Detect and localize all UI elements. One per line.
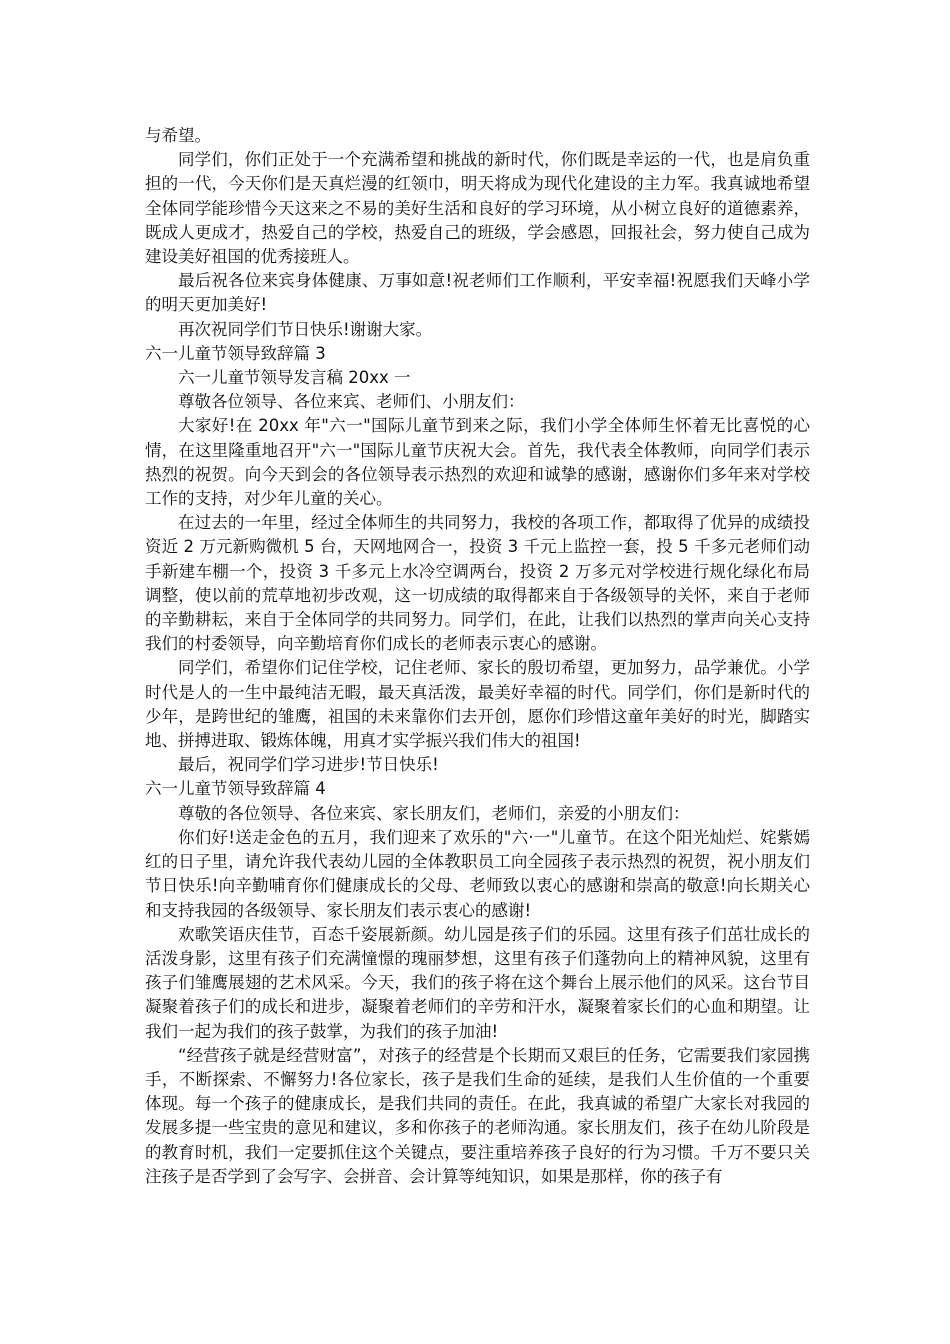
paragraph: 六一儿童节领导发言稿 20xx 一 — [178, 368, 411, 388]
paragraph: 再次祝同学们节日快乐!谢谢大家。 — [178, 319, 433, 339]
paragraph: 你们好!送走金色的五月，我们迎来了欢乐的"六·一"儿童节。在这个阳光灿烂、姹紫嫣红的日子里，请允许我代表幼儿园的全体教职员工向全园孩子表示热烈的祝贺，祝小朋友们节日快乐!向辛勤哺育你们健康成长的父母、老师致以衷心的感谢和崇高的敬意!向长期关心和支持我园的各级领导、家长朋友们表示衷心的感谢! — [145, 827, 810, 920]
paragraph: 同学们，你们正处于一个充满希望和挑战的新时代，你们既是幸运的一代，也是肩负重担的一代，今天你们是天真烂漫的红领巾，明天将成为现代化建设的主力军。我真诚地希望全体同学能珍惜今天这来之不易的美好生活和良好的学习环境，从小树立良好的道德素养，既成人更成才，热爱自己的学校，热爱自己的班级，学会感恩，回报社会，努力使自己成为建设美好祖国的优秀接班人。 — [145, 150, 810, 267]
paragraph: 最后，祝同学们学习进步!节日快乐! — [178, 755, 439, 775]
paragraph: 欢歌笑语庆佳节，百态千姿展新颜。幼儿园是孩子们的乐园。这里有孩子们茁壮成长的活泼身影，这里有孩子们充满憧憬的瑰丽梦想，这里有孩子们蓬勃向上的精神风貌，这里有孩子们雏鹰展翅的艺术风采。今天，我们的孩子将在这个舞台上展示他们的风采。这台节目凝聚着孩子们的成长和进步，凝聚着老师们的辛劳和汗水，凝聚着家长们的心血和期望。让我们一起为我们的孩子鼓掌，为我们的孩子加油! — [145, 924, 810, 1041]
paragraph: 同学们，希望你们记住学校，记住老师、家长的殷切希望，更加努力，品学兼优。小学时代是人的一生中最纯洁无暇，最天真活泼，最美好幸福的时代。同学们，你们是新时代的少年，是跨世纪的雏鹰，祖国的未来靠你们去开创，愿你们珍惜这童年美好的时光，脚踏实地、拼搏进取、锻炼体魄，用真才实学振兴我们伟大的祖国! — [145, 658, 810, 751]
paragraph: 与希望。 — [145, 126, 211, 145]
paragraph: 在过去的一年里，经过全体师生的共同努力，我校的各项工作，都取得了优异的成绩投资近 2 万元新购微机 5 台，天网地网合一，投资 3 千元上监控一套，投 5 千多元老师们动手新建车棚一个，投资 3 千多元上水冷空调两台，投资 2 万多元对学校进行规化绿化布局调整，使以前的荒草地初步改观，这一切成绩的取得都来自于各级领导的关怀，来自于老师的辛勤耕耘，来自于全体同学的共同努力。同学们，在此，让我们以热烈的掌声向关心支持我们的村委领导，向辛勤培育你们成长的老师表示衷心的感谢。 — [145, 513, 810, 654]
section-heading: 六一儿童节领导致辞篇 4 — [145, 779, 326, 799]
paragraph: 尊敬的各位领导、各位来宾、家长朋友们，老师们，亲爱的小朋友们： — [178, 803, 690, 823]
section-heading: 六一儿童节领导致辞篇 3 — [145, 343, 326, 363]
paragraph: 尊敬各位领导、各位来宾、老师们、小朋友们： — [178, 392, 525, 412]
paragraph: 最后祝各位来宾身体健康、万事如意!祝老师们工作顺利，平安幸福!祝愿我们天峰小学的明天更加美好! — [145, 271, 810, 315]
document-body — [145, 124, 810, 1189]
paragraph: 大家好!在 20xx 年"六一"国际儿童节到来之际，我们小学全体师生怀着无比喜悦的心情，在这里隆重地召开"六一"国际儿童节庆祝大会。首先，我代表全体教师，向同学们表示热烈的祝贺。向今天到会的各位领导表示热烈的欢迎和诚挚的感谢，感谢你们多年来对学校工作的支持，对少年儿童的关心。 — [145, 416, 810, 509]
paragraph: “经营孩子就是经营财富”，对孩子的经营是个长期而又艰巨的任务，它需要我们家园携手，不断探索、不懈努力!各位家长，孩子是我们生命的延续，是我们人生价值的一个重要体现。每一个孩子的健康成长，是我们共同的责任。在此，我真诚的希望广大家长对我园的发展多提一些宝贵的意见和建议，多和你孩子的老师沟通。家长朋友们，孩子在幼儿阶段是的教育时机，我们一定要抓住这个关键点，要注重培养孩子良好的行为习惯。千万不要只关注孩子是否学到了会写字、会拼音、会计算等纯知识，如果是那样，你的孩子有 — [145, 1045, 810, 1186]
